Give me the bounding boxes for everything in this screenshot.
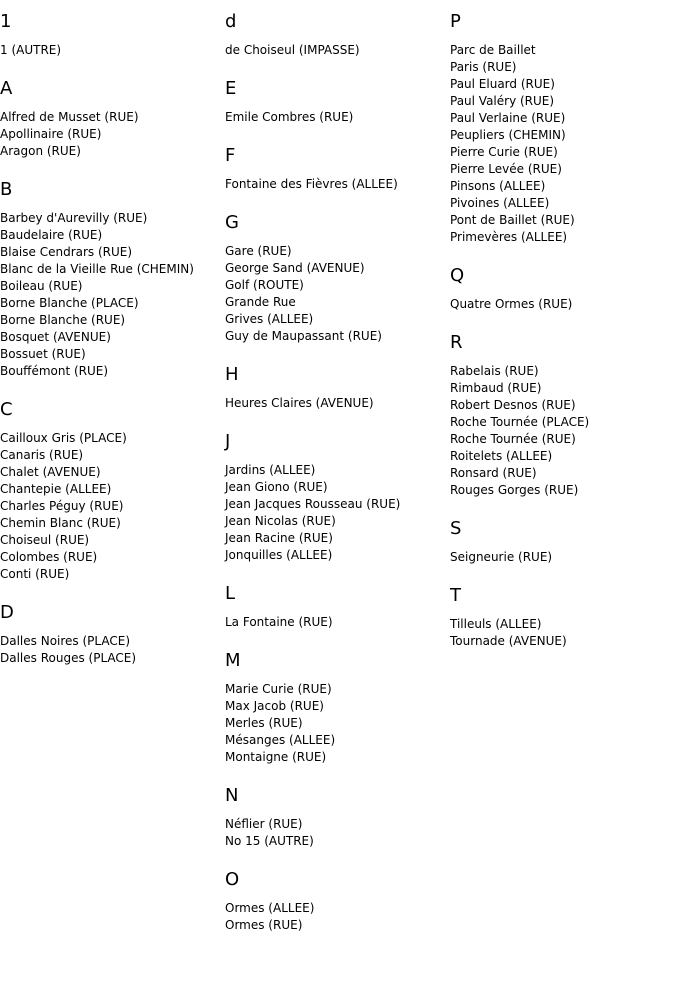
street-link[interactable]: Barbey d'Aurevilly (RUE) [0,211,148,225]
letter-heading: J [225,431,231,452]
street-link[interactable]: Colombes (RUE) [0,550,98,564]
street-link[interactable]: Peupliers (CHEMIN) [450,128,566,142]
letter-heading: F [225,145,236,166]
letter-heading: G [225,212,239,233]
street-link[interactable]: Boileau (RUE) [0,279,83,293]
street-link[interactable]: Pierre Levée (RUE) [450,162,562,176]
street-link[interactable]: Parc de Baillet [450,43,536,57]
street-link[interactable]: Robert Desnos (RUE) [450,398,576,412]
street-link[interactable]: No 15 (AUTRE) [225,834,314,848]
street-link[interactable]: Baudelaire (RUE) [0,228,103,242]
street-link[interactable]: Rabelais (RUE) [450,364,539,378]
index-column-1 [0,10,225,685]
street-link[interactable]: Borne Blanche (PLACE) [0,296,139,310]
index-column-3 [450,10,675,668]
index-column-2 [225,10,450,952]
street-link[interactable]: Apollinaire (RUE) [0,127,102,141]
street-link[interactable]: Rouges Gorges (RUE) [450,483,579,497]
street-link[interactable]: Gare (RUE) [225,244,292,258]
letter-heading: C [0,399,13,420]
letter-section [225,211,450,345]
street-link[interactable]: Jean Giono (RUE) [225,480,328,494]
letter-heading: D [0,602,14,623]
street-link[interactable]: de Choiseul (IMPASSE) [225,43,360,57]
street-link[interactable]: Néflier (RUE) [225,817,303,831]
street-link[interactable]: Jean Racine (RUE) [225,531,333,545]
street-link[interactable]: Seigneurie (RUE) [450,550,553,564]
letter-heading: H [225,364,239,385]
street-link[interactable]: Tournade (AVENUE) [450,634,567,648]
street-link[interactable]: Heures Claires (AVENUE) [225,396,374,410]
street-link[interactable]: Jean Nicolas (RUE) [225,514,336,528]
letter-section [450,517,675,566]
street-link[interactable]: Quatre Ormes (RUE) [450,297,573,311]
street-link[interactable]: Paris (RUE) [450,60,517,74]
letter-heading: P [450,11,461,32]
street-link[interactable]: Roche Tournée (RUE) [450,432,576,446]
letter-section [225,363,450,412]
street-link[interactable]: Pont de Baillet (RUE) [450,213,575,227]
street-link[interactable]: Emile Combres (RUE) [225,110,354,124]
street-link[interactable]: Golf (ROUTE) [225,278,304,292]
street-link[interactable]: Chalet (AVENUE) [0,465,101,479]
letter-section [225,868,450,934]
letter-heading: A [0,78,13,99]
street-link[interactable]: Pivoines (ALLEE) [450,196,550,210]
street-link[interactable]: Pinsons (ALLEE) [450,179,546,193]
letter-heading: d [225,11,237,32]
street-link[interactable]: Ormes (RUE) [225,918,303,932]
letter-heading: T [450,585,461,606]
street-link[interactable]: Paul Verlaine (RUE) [450,111,566,125]
letter-heading: L [225,583,236,604]
street-link[interactable]: Chantepie (ALLEE) [0,482,112,496]
street-link[interactable]: Blaise Cendrars (RUE) [0,245,133,259]
letter-section [225,649,450,766]
street-link[interactable]: Montaigne (RUE) [225,750,327,764]
street-link[interactable]: Conti (RUE) [0,567,70,581]
letter-section [225,77,450,126]
letter-section [225,10,450,59]
street-link[interactable]: Charles Péguy (RUE) [0,499,124,513]
street-link[interactable]: George Sand (AVENUE) [225,261,365,275]
street-link[interactable]: Dalles Rouges (PLACE) [0,651,137,665]
letter-heading: N [225,785,239,806]
street-link[interactable]: Fontaine des Fièvres (ALLEE) [225,177,398,191]
letter-section [450,10,675,246]
street-link[interactable]: Alfred de Musset (RUE) [0,110,139,124]
street-link[interactable]: Tilleuls (ALLEE) [450,617,542,631]
street-link[interactable]: Ronsard (RUE) [450,466,537,480]
street-link[interactable]: Dalles Noires (PLACE) [0,634,131,648]
street-link[interactable]: Grande Rue [225,295,296,309]
street-link[interactable]: 1 (AUTRE) [0,43,62,57]
street-link[interactable]: Merles (RUE) [225,716,303,730]
street-link[interactable]: Bosquet (AVENUE) [0,330,111,344]
street-link[interactable]: Roitelets (ALLEE) [450,449,553,463]
street-link[interactable]: Rimbaud (RUE) [450,381,542,395]
street-link[interactable]: Chemin Blanc (RUE) [0,516,121,530]
letter-section [0,77,225,160]
street-link[interactable]: La Fontaine (RUE) [225,615,333,629]
letter-section [0,601,225,667]
street-link[interactable]: Ormes (ALLEE) [225,901,315,915]
street-link[interactable]: Paul Valéry (RUE) [450,94,555,108]
letter-section [0,398,225,583]
letter-heading: R [450,332,463,353]
letter-heading: M [225,650,241,671]
letter-heading: E [225,78,237,99]
letter-section [225,144,450,193]
street-link[interactable]: Choiseul (RUE) [0,533,90,547]
letter-section [225,582,450,631]
street-link[interactable]: Primevères (ALLEE) [450,230,568,244]
street-link[interactable]: Marie Curie (RUE) [225,682,332,696]
letter-heading: O [225,869,240,890]
street-link[interactable]: Mésanges (ALLEE) [225,733,336,747]
street-link[interactable]: Paul Eluard (RUE) [450,77,555,91]
street-link[interactable]: Bouffémont (RUE) [0,364,109,378]
letter-heading: Q [450,265,465,286]
street-link[interactable]: Grives (ALLEE) [225,312,314,326]
street-link[interactable]: Jardins (ALLEE) [225,463,316,477]
street-link[interactable]: Jean Jacques Rousseau (RUE) [225,497,401,511]
street-link[interactable]: Jonquilles (ALLEE) [225,548,333,562]
letter-heading: 1 [0,11,12,32]
street-link[interactable]: Cailloux Gris (PLACE) [0,431,127,445]
street-link[interactable]: Roche Tournée (PLACE) [450,415,590,429]
letter-section [0,10,225,59]
letter-section [450,584,675,650]
letter-section [225,784,450,850]
letter-section [225,430,450,564]
letter-section [450,331,675,499]
street-link[interactable]: Aragon (RUE) [0,144,81,158]
letter-section [450,264,675,313]
letter-heading: S [450,518,462,539]
street-link[interactable]: Guy de Maupassant (RUE) [225,329,382,343]
letter-heading: B [0,179,13,200]
street-link[interactable]: Pierre Curie (RUE) [450,145,558,159]
street-link[interactable]: Bossuet (RUE) [0,347,86,361]
street-link[interactable]: Max Jacob (RUE) [225,699,324,713]
letter-section [0,178,225,380]
street-link[interactable]: Blanc de la Vieille Rue (CHEMIN) [0,262,194,276]
street-link[interactable]: Canaris (RUE) [0,448,84,462]
street-link[interactable]: Borne Blanche (RUE) [0,313,126,327]
